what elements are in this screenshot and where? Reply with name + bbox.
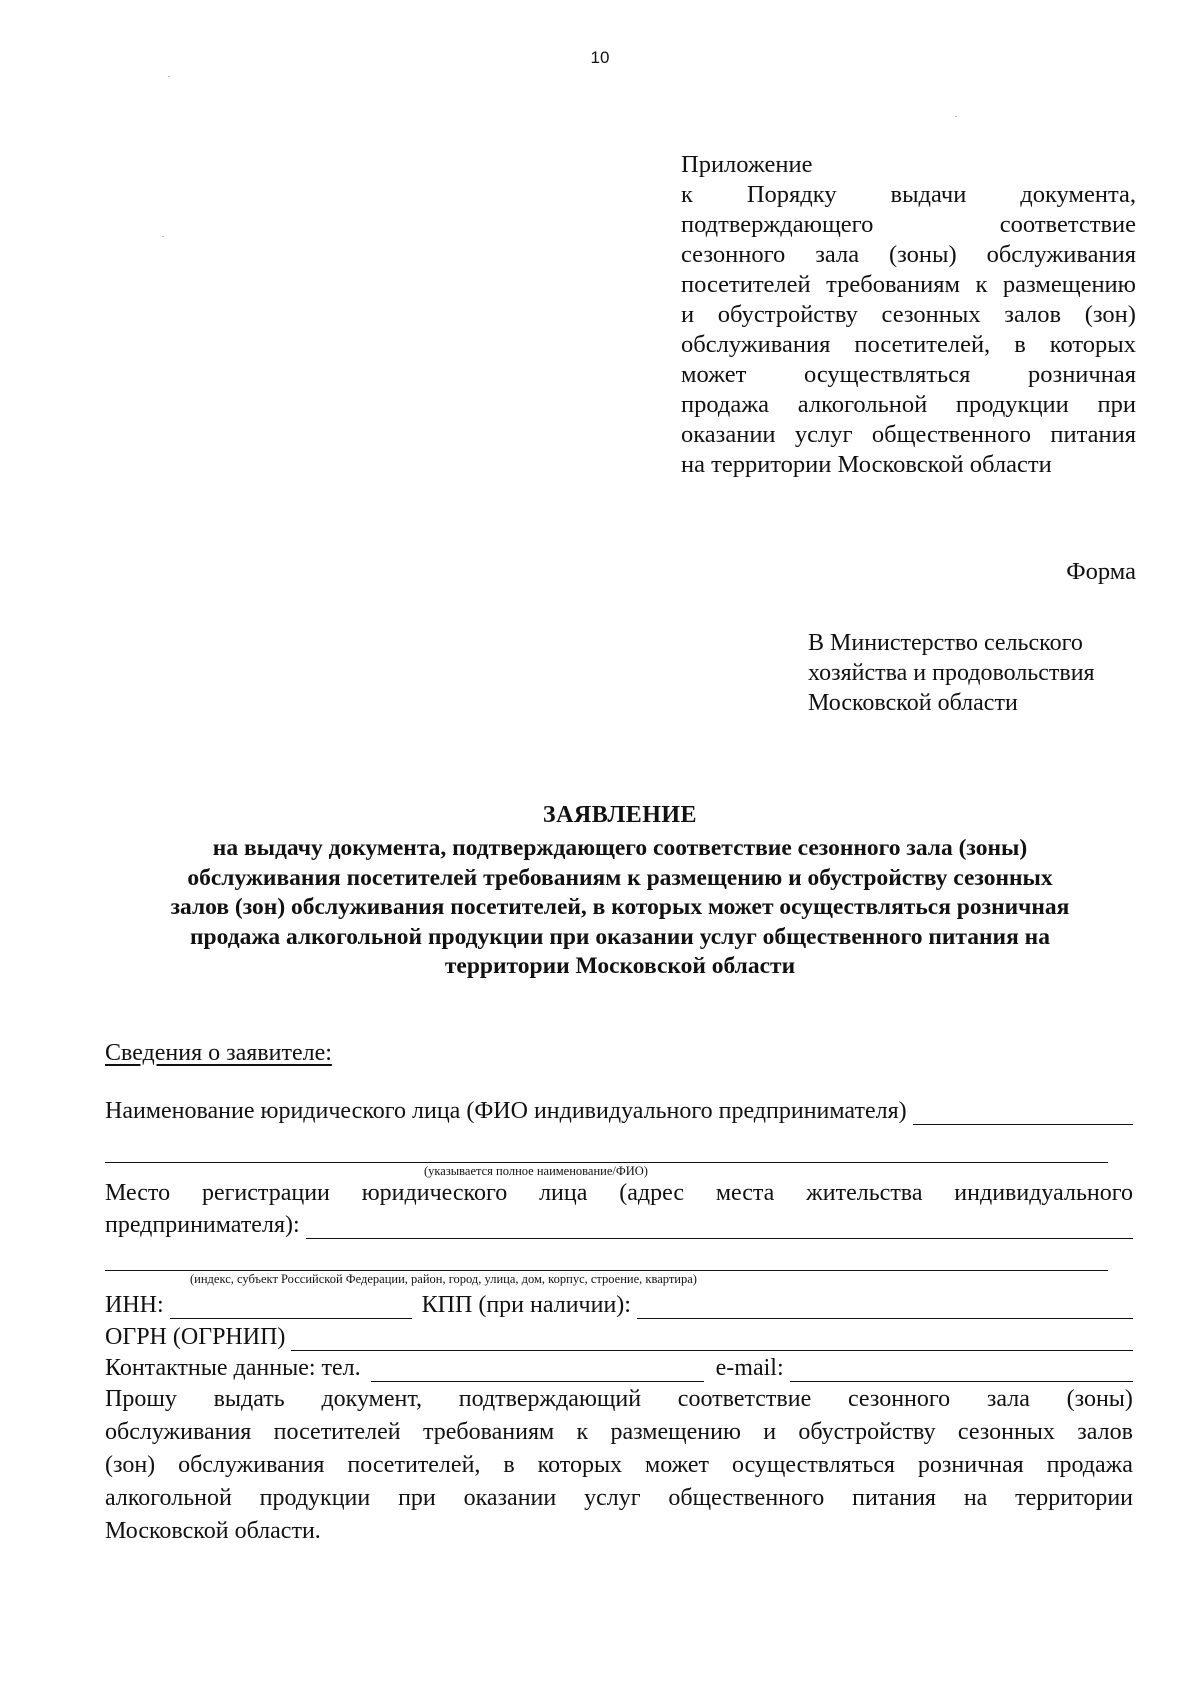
appendix-word: обслуживания xyxy=(681,331,831,358)
subtitle-line: территории Московской области xyxy=(444,953,796,979)
inn-kpp-row xyxy=(105,1292,1133,1319)
appendix-word: зала xyxy=(815,241,860,268)
inn-field[interactable] xyxy=(170,1296,412,1319)
address-label-word: места xyxy=(715,1180,775,1206)
appendix-word: (зон) xyxy=(1084,301,1136,328)
name-label: Наименование юридического лица (ФИО индивидуального предпринимателя) xyxy=(105,1098,907,1124)
appendix-word: оказании xyxy=(681,421,776,448)
address-field-continuation[interactable] xyxy=(105,1270,1108,1271)
request-line xyxy=(105,1383,1133,1416)
ogrn-label: ОГРН (ОГРНИП) xyxy=(105,1324,286,1350)
appendix-body xyxy=(681,180,1136,450)
kpp-label: КПП (при наличии): xyxy=(421,1292,631,1318)
appendix-word: соответствие xyxy=(999,211,1136,238)
appendix-word: сезонных xyxy=(881,301,981,328)
appendix-word: размещению xyxy=(1002,271,1136,298)
request-word: сезонного xyxy=(847,1386,951,1412)
appendix-word: залов xyxy=(1004,301,1062,328)
request-word: осуществляться xyxy=(731,1452,895,1478)
request-word: подтверждающий xyxy=(458,1386,642,1412)
recipient-line: Московской области xyxy=(808,690,1018,716)
request-word: документ, xyxy=(321,1386,423,1412)
subtitle-line: на выдачу документа, подтверждающего соответствие сезонного зала (зоны) xyxy=(212,835,1028,861)
appendix-word: сезонного xyxy=(681,241,786,268)
kpp-field[interactable] xyxy=(637,1296,1133,1319)
request-word: выдать xyxy=(213,1386,285,1412)
appendix-line xyxy=(681,360,1136,390)
request-word: посетителей xyxy=(273,1419,401,1445)
appendix-word: общественного xyxy=(871,421,1032,448)
request-word: розничная xyxy=(917,1452,1024,1478)
appendix-line xyxy=(681,240,1136,270)
appendix-line xyxy=(681,390,1136,420)
request-word: требованиям xyxy=(422,1419,555,1445)
request-word: алкогольной xyxy=(105,1485,232,1511)
appendix-word: к xyxy=(681,181,693,208)
appendix-line xyxy=(681,210,1136,240)
request-last-line: Московской области. xyxy=(105,1518,321,1544)
name-caption: (указывается полное наименование/ФИО) xyxy=(424,1164,648,1178)
request-word: размещению xyxy=(610,1419,741,1445)
request-word: услуг xyxy=(584,1485,641,1511)
request-word: (зоны) xyxy=(1066,1386,1133,1412)
scan-speck xyxy=(955,116,957,117)
appendix-line xyxy=(681,420,1136,450)
form-label: Форма xyxy=(1066,558,1136,585)
address-row xyxy=(105,1212,1133,1239)
request-word: питания xyxy=(852,1485,936,1511)
request-paragraph xyxy=(105,1383,1133,1548)
appendix-line xyxy=(681,300,1136,330)
request-word: оказании xyxy=(463,1485,557,1511)
request-word: обслуживания xyxy=(178,1452,325,1478)
request-word: залов xyxy=(1077,1419,1133,1445)
appendix-word: (зоны) xyxy=(888,241,957,268)
address-label: предпринимателя): xyxy=(105,1212,300,1238)
subtitle-line: залов (зон) обслуживания посетителей, в которых может осуществляться розничная xyxy=(170,894,1070,920)
request-word: (зон) xyxy=(105,1452,156,1478)
appendix-word: может xyxy=(681,361,747,388)
appendix-word: продукции xyxy=(955,391,1069,418)
address-caption: (индекс, субъект Российской Федерации, район, город, улица, дом, корпус, строение, квартира) xyxy=(190,1272,697,1286)
request-word: в xyxy=(503,1452,515,1478)
appendix-word: услуг xyxy=(794,421,853,448)
request-line xyxy=(105,1449,1133,1482)
appendix-word: подтверждающего xyxy=(681,211,874,238)
request-word: которых xyxy=(537,1452,623,1478)
applicant-section-heading: Сведения о заявителе: xyxy=(105,1040,332,1066)
request-word: продукции xyxy=(259,1485,371,1511)
name-field-continuation[interactable] xyxy=(105,1162,1108,1163)
appendix-note xyxy=(681,150,1136,480)
appendix-last-line: на территории Московской области xyxy=(681,451,1052,478)
request-word: при xyxy=(398,1485,436,1511)
address-label-word: индивидуального xyxy=(954,1180,1133,1206)
address-label-line1 xyxy=(105,1180,1133,1207)
address-label-word: лица xyxy=(539,1180,588,1206)
address-label-word: (адрес xyxy=(619,1180,684,1206)
address-label-word: жительства xyxy=(806,1180,923,1206)
appendix-word: к xyxy=(975,271,988,298)
appendix-word: в xyxy=(1014,331,1026,358)
appendix-heading: Приложение xyxy=(681,151,813,178)
address-label-word: Место xyxy=(105,1180,171,1206)
request-word: может xyxy=(645,1452,710,1478)
appendix-word: документа, xyxy=(1020,181,1136,208)
appendix-word: алкогольной xyxy=(797,391,928,418)
name-field[interactable] xyxy=(913,1102,1133,1125)
request-word: посетителей, xyxy=(347,1452,481,1478)
request-word: на xyxy=(963,1485,988,1511)
appendix-word: обслуживания xyxy=(986,241,1136,268)
appendix-line xyxy=(681,180,1136,210)
appendix-word: обустройству xyxy=(717,301,858,328)
document-title: ЗАЯВЛЕНИЕ xyxy=(542,802,698,828)
appendix-word: Порядку xyxy=(746,181,837,208)
phone-field[interactable] xyxy=(371,1359,704,1382)
address-label-word: регистрации xyxy=(201,1180,330,1206)
scan-speck xyxy=(162,236,164,237)
inn-label: ИНН: xyxy=(105,1292,164,1318)
appendix-word: при xyxy=(1097,391,1136,418)
request-word: обустройству xyxy=(798,1419,936,1445)
appendix-word: которых xyxy=(1049,331,1136,358)
request-word: Прошу xyxy=(105,1386,177,1412)
appendix-word: розничная xyxy=(1028,361,1136,388)
email-field[interactable] xyxy=(790,1359,1133,1382)
appendix-word: осуществляться xyxy=(804,361,971,388)
request-word: и xyxy=(763,1419,777,1445)
ogrn-field[interactable] xyxy=(291,1328,1133,1351)
request-word: сезонных xyxy=(957,1419,1055,1445)
ogrn-row xyxy=(105,1324,1133,1351)
contacts-row xyxy=(105,1355,1133,1382)
request-word: зала xyxy=(986,1386,1030,1412)
appendix-word: продажа xyxy=(681,391,770,418)
recipient-line: хозяйства и продовольствия xyxy=(808,660,1095,686)
appendix-word: и xyxy=(681,301,695,328)
request-word: к xyxy=(576,1419,589,1445)
appendix-word: выдачи xyxy=(890,181,967,208)
request-body xyxy=(105,1383,1133,1515)
address-label-word: юридического xyxy=(361,1180,508,1206)
email-label: e-mail: xyxy=(715,1355,784,1381)
request-word: соответствие xyxy=(677,1386,812,1412)
request-word: продажа xyxy=(1046,1452,1133,1478)
subtitle-line: обслуживания посетителей требованиям к размещению и обустройству сезонных xyxy=(187,864,1053,891)
contacts-label: Контактные данные: тел. xyxy=(105,1355,361,1381)
address-field[interactable] xyxy=(306,1216,1133,1239)
appendix-word: питания xyxy=(1050,421,1136,448)
name-row xyxy=(105,1098,1133,1125)
appendix-line xyxy=(681,270,1136,300)
request-line xyxy=(105,1482,1133,1515)
document-subtitle xyxy=(40,834,1200,982)
request-word: обслуживания xyxy=(105,1419,252,1445)
recipient-line: В Министерство сельского xyxy=(808,630,1083,656)
request-word: территории xyxy=(1015,1485,1133,1511)
request-word: общественного xyxy=(668,1485,825,1511)
subtitle-line: продажа алкогольной продукции при оказании услуг общественного питания на xyxy=(190,923,1050,950)
appendix-word: посетителей, xyxy=(854,331,991,358)
request-line xyxy=(105,1416,1133,1449)
appendix-word: требованиям xyxy=(826,271,961,298)
recipient-block xyxy=(808,628,1095,718)
page-number: 10 xyxy=(590,48,610,67)
appendix-word: посетителей xyxy=(681,271,811,298)
appendix-line xyxy=(681,330,1136,360)
scan-speck xyxy=(168,76,170,77)
